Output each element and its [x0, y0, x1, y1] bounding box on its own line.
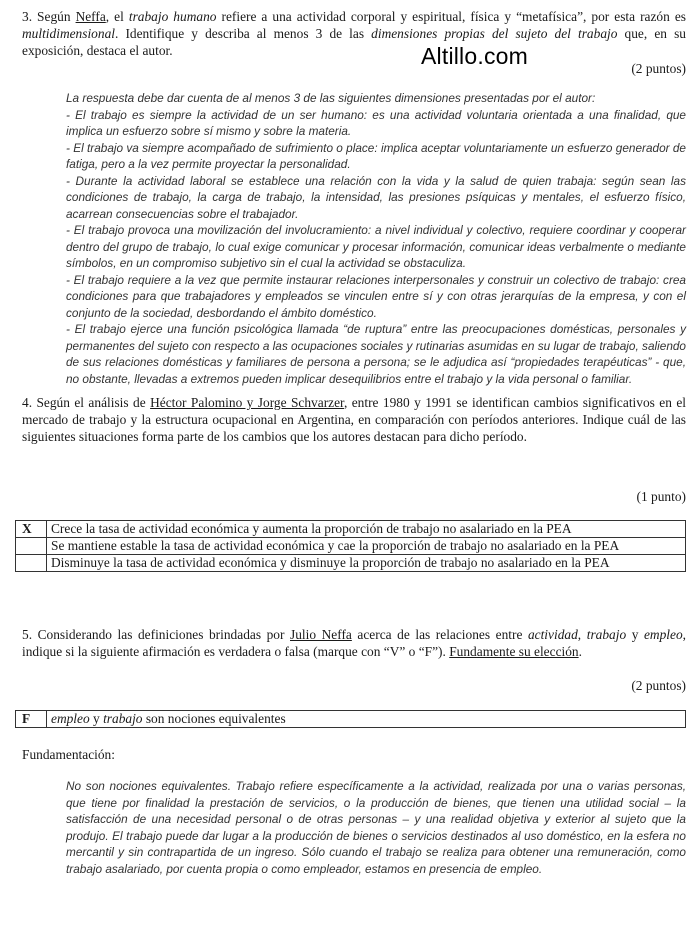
- statement-text: empleo y trabajo son nociones equivalentes: [47, 711, 686, 728]
- authors-palomino-schvarzer: Héctor Palomino y Jorge Schvarzer: [150, 395, 344, 410]
- altillo-logo: Altillo.com: [421, 43, 529, 69]
- answer-item: - El trabajo va siempre acompañado de sufrimiento o place: implica aceptar voluntariamente un esfuerzo generador de fatiga, pero a la vez permite proyectar la personalidad.: [66, 140, 686, 171]
- question-5-prompt: 5. Considerando las definiciones brindadas por Julio Neffa acerca de las relaciones entre actividad, trabajo y empleo, indique si la siguiente afirmación es verdadera o falsa (marque con “V” o “F”). Fundamente su elección.: [22, 627, 687, 659]
- answer-intro: La respuesta debe dar cuenta de al menos 3 de las siguientes dimensiones presentadas por el autor:: [66, 91, 596, 105]
- option-mark[interactable]: X: [16, 521, 47, 538]
- option-row: [16, 521, 686, 538]
- author-neffa: Neffa: [75, 9, 106, 24]
- option-row: [16, 555, 686, 572]
- answer-item: - Durante la actividad laboral se establece una relación con la vida y la salud de quien trabaja: según sean las condiciones de trabajo, la carga de trabajo, la intensidad, las presiones psíquicas y mentales, el esfuerzo físico, acarrean consecuencias sobre el trabajador.: [66, 173, 686, 221]
- option-text: Disminuye la tasa de actividad económica y disminuye la proporción de trabajo no asalariado en la PEA: [47, 555, 686, 572]
- option-row: [16, 538, 686, 555]
- question-4-prompt: 4. Según el análisis de Héctor Palomino y Jorge Schvarzer, entre 1980 y 1991 se identifican cambios significativos en el mercado de trabajo y la estructura ocupacional en Argentina, en comparación con períodos anteriores. Indique cuál de las siguientes situaciones forma parte de los cambios que los autores destacan para dicho período.: [22, 395, 686, 444]
- answer-item: - El trabajo ejerce una función psicológica llamada “de ruptura” entre las preocupaciones domésticas, personales y permanentes del sujeto con respecto a las ocupaciones sociales y rutinarias asumidas en su lugar de trabajo, saliendo de sus relaciones domésticas y familiares de persona a persona; se le adjudica así “propiedades terapéuticas” - que, no obstante, llevadas a extremos pueden implicar desequilibrios entre el trabajo y la vida personal o familiar.: [66, 322, 686, 386]
- statement-mark[interactable]: F: [16, 711, 47, 728]
- answer-item: - El trabajo requiere a la vez que permite instaurar relaciones interpersonales y construir un colectivo de trabajo: crea condiciones para que trabajadores y empleados se vinculen entre sí y con otras jerarquías de la empresa, y con el conjunto de la sociedad, desbordando el ámbito doméstico.: [66, 272, 686, 320]
- answer-item: - El trabajo es siempre la actividad de un ser humano: es una actividad voluntaria orientada a una finalidad, que implica un esfuerzo sobre sí mismo y sobre la materia.: [66, 107, 686, 138]
- answer-item: - El trabajo provoca una movilización del involucramiento: a nivel individual y colectivo, requiere coordinar y cooperar dentro del grupo de trabajo, lo cual exige comunicar y procesar información, comunicar ideas verbalmente o mediante símbolos, en un compromiso subjetivo sin el cual la actividad se obstaculiza.: [66, 223, 686, 270]
- author-julio-neffa: Julio Neffa: [290, 627, 352, 642]
- question-3-points: (2 puntos): [631, 61, 686, 76]
- option-mark[interactable]: [16, 555, 47, 572]
- statement-row: [16, 711, 686, 728]
- answer-text: No son nociones equivalentes. Trabajo refiere específicamente a la actividad, realizada por una o varias personas, que tiene por finalidad la prestación de servicios, o la producción de bienes, que tienen una utilidad social – la satisfacción de una necesidad personal o de otras personas – y una realidad objetiva y exterior al sujeto que la produjo. El trabajo puede dar lugar a la producción de bienes o servicios destinados al uso doméstico, en la esfera no mercantil y sin contrapartida de un ingreso. Sólo cuando el trabajo se realiza para obtener una remuneración, como trabajo asalariado, por cuenta propia o como empleador, estamos en presencia de empleo.: [66, 779, 686, 876]
- option-text: Crece la tasa de actividad económica y aumenta la proporción de trabajo no asalariado en la PEA: [47, 521, 686, 538]
- option-mark[interactable]: [16, 538, 47, 555]
- question-4-points: (1 punto): [636, 489, 686, 504]
- question-4-options: [15, 520, 686, 572]
- fundamentacion-label: Fundamentación:: [22, 747, 115, 762]
- question-3-prompt: 3. Según Neffa, el trabajo humano refiere a una actividad corporal y espiritual, física y “metafísica”, por esta razón es multidimensional. Identifique y describa al menos 3 de las dimensiones propias del sujeto del trabajo que, en su exposición, destaca el autor.: [22, 9, 686, 58]
- question-5-points: (2 puntos): [631, 678, 686, 693]
- question-5-answer: [66, 778, 686, 877]
- option-text: Se mantiene estable la tasa de actividad económica y cae la proporción de trabajo no asalariado en la PEA: [47, 538, 686, 555]
- question-3-answer: [66, 90, 686, 387]
- question-5-statement: [15, 710, 686, 728]
